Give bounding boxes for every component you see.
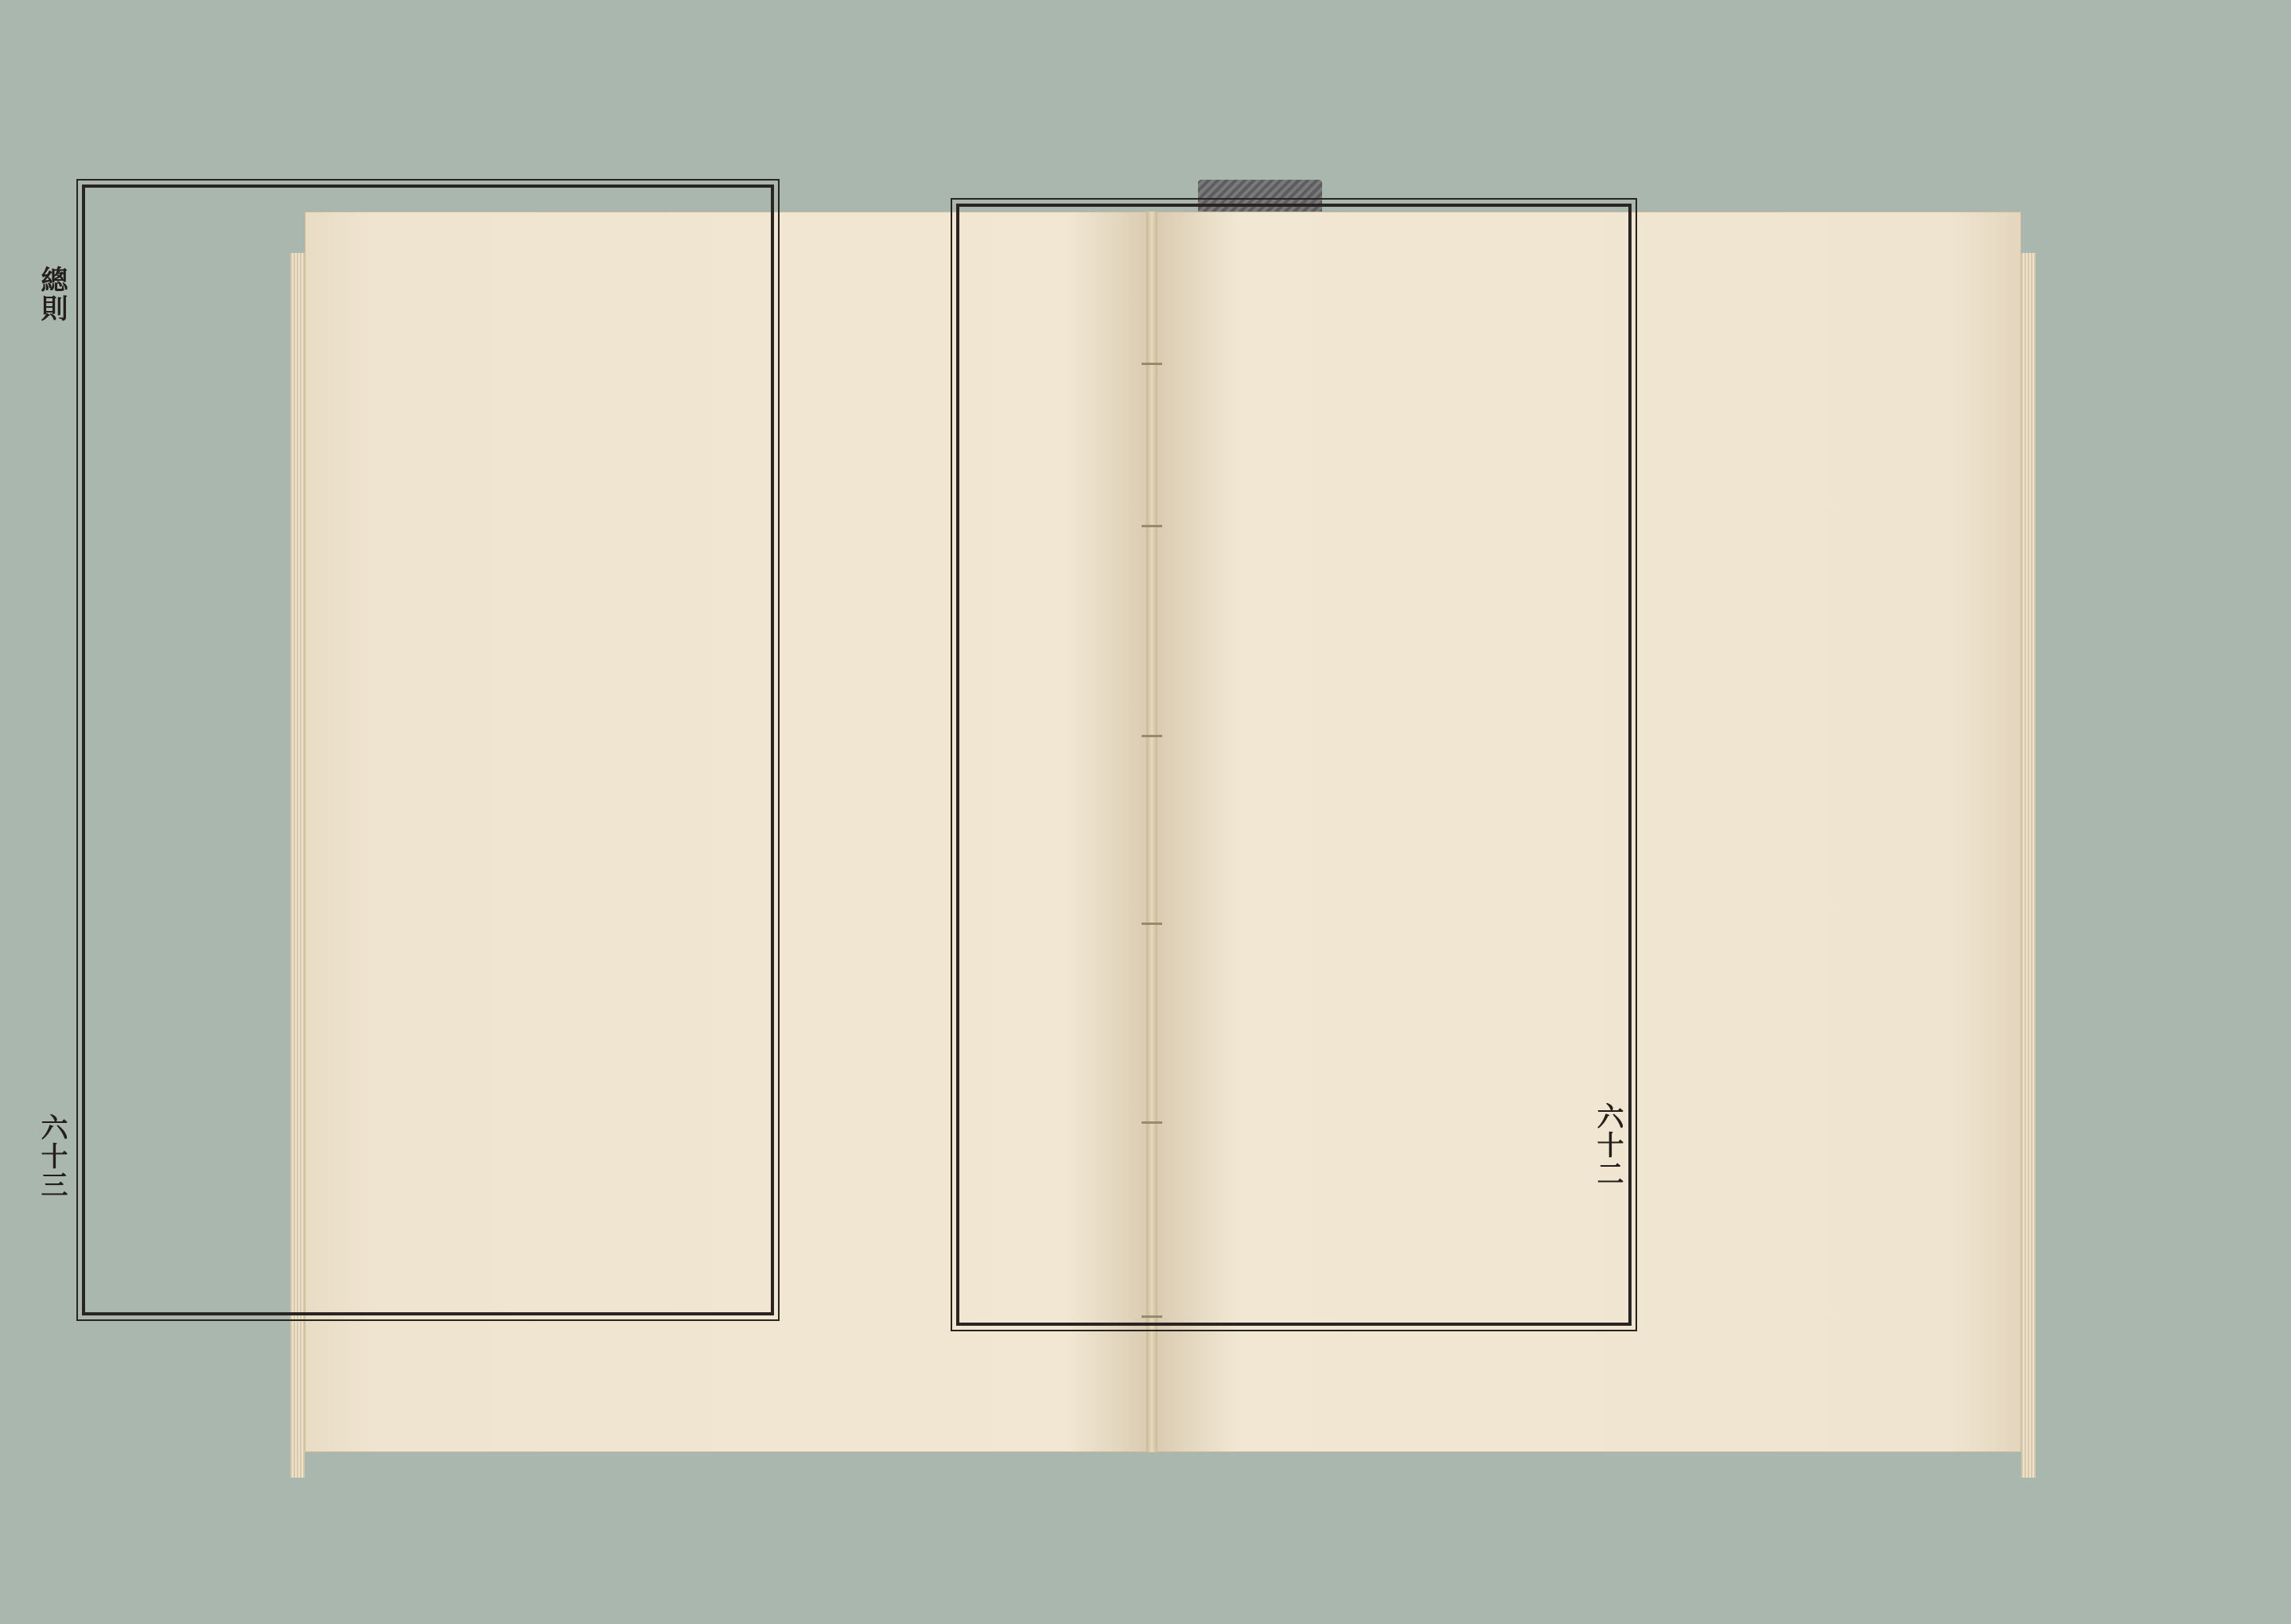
right-page-edges — [2021, 253, 2036, 1478]
left-page-text-block — [103, 205, 753, 1295]
right-page-text-frame — [956, 204, 1632, 1326]
left-page-text-frame — [82, 185, 774, 1315]
right-page-text-block — [977, 224, 1611, 1305]
page-number-left: 六十三 — [36, 1113, 68, 1199]
page-number-right: 六十二 — [1592, 1102, 1624, 1188]
running-head: 總則 — [36, 266, 68, 323]
